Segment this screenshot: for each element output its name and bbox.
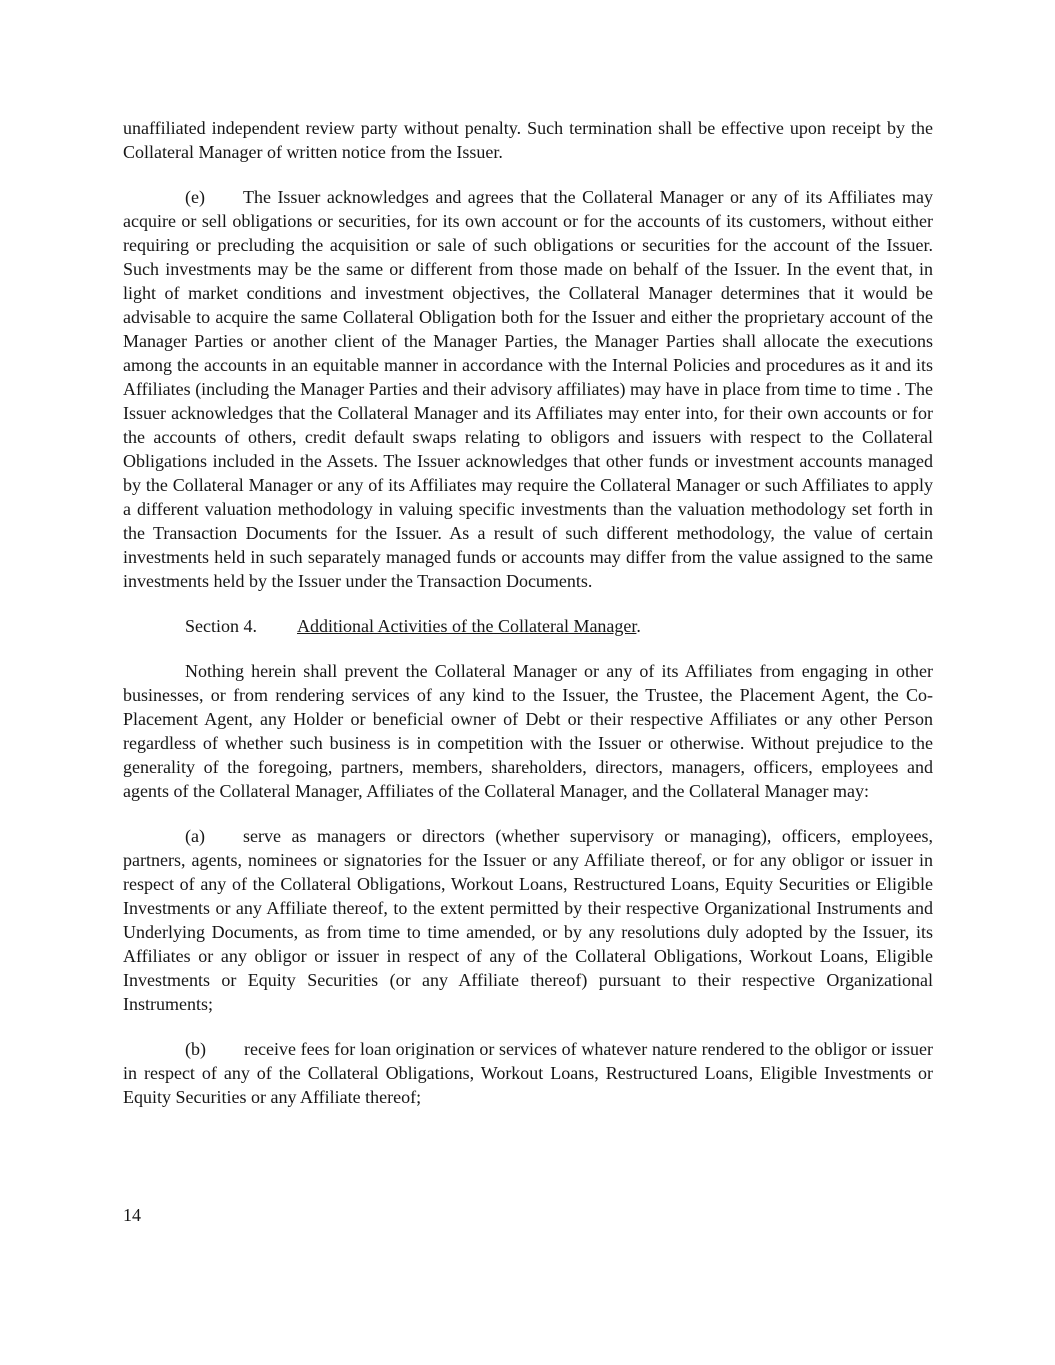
section-heading-label: Section 4. — [185, 616, 257, 636]
section-heading-suffix: . — [636, 616, 641, 636]
paragraph-a-label: (a) — [185, 826, 205, 846]
paragraph-b-text: receive fees for loan origination or services of whatever nature rendered to the obligor or issuer in respect of any of the Collateral Obligations, Workout Loans, Restructured Loans, Eligible Investments or Equity Securities or any Affiliate thereof; — [123, 1039, 933, 1107]
page-number: 14 — [123, 1205, 141, 1225]
section-heading — [123, 614, 933, 638]
section-heading-title: Additional Activities of the Collateral Manager — [297, 616, 637, 636]
paragraph-e-text: The Issuer acknowledges and agrees that the Collateral Manager or any of its Affiliates may acquire or sell obligations or securities, for its own account or for the accounts of its customers, without either requiring or precluding the acquisition or sale of such obligations or securities for the account of the Issuer. Such investments may be the same or different from those made on behalf of the Issuer. In the event that, in light of market conditions and investment objectives, the Collateral Manager determines that it would be advisable to acquire the same Collateral Obligation both for the Issuer and either the proprietary account of the Manager Parties or another client of the Manager Parties, the Manager Parties shall allocate the executions among the accounts in an equitable manner in accordance with the Internal Policies and procedures as it and its Affiliates (including the Manager Parties and their advisory affiliates) may have in place from time to time . The Issuer acknowledges that the Collateral Manager and its Affiliates may enter into, for their own accounts or for the accounts of others, credit default swaps relating to obligors and issuers with respect to the Collateral Obligations included in the Assets. The Issuer acknowledges that other funds or investment accounts managed by the Collateral Manager or any of its Affiliates may require the Collateral Manager or such Affiliates to apply a different valuation methodology in valuing specific investments than the valuation methodology set forth in the Transaction Documents for the Issuer. As a result of such different methodology, the value of certain investments held in such separately managed funds or accounts may differ from the value assigned to the same investments held by the Issuer under the Transaction Documents. — [123, 187, 933, 591]
paragraph-nothing-herein: Nothing herein shall prevent the Collateral Manager or any of its Affiliates from engaging in other businesses, or from rendering services of any kind to the Issuer, the Trustee, the Placement Agent, the Co-Placement Agent, any Holder or beneficial owner of Debt or their respective Affiliates or any other Person regardless of whether such business is in competition with the Issuer or otherwise. Without prejudice to the generality of the foregoing, partners, members, shareholders, directors, managers, officers, employees and agents of the Collateral Manager, Affiliates of the Collateral Manager, and the Collateral Manager may: — [123, 661, 933, 801]
paragraph-a — [123, 824, 933, 1016]
paragraph-e-label: (e) — [185, 187, 205, 207]
intro-paragraph: unaffiliated independent review party without penalty. Such termination shall be effective upon receipt by the Collateral Manager of written notice from the Issuer. — [123, 118, 933, 162]
paragraph-b-label: (b) — [185, 1039, 206, 1059]
paragraph-b — [123, 1037, 933, 1109]
paragraph-a-text: serve as managers or directors (whether supervisory or managing), officers, employees, partners, agents, nominees or signatories for the Issuer or any Affiliate thereof, or for any obligor or issuer in respect of any of the Collateral Obligations, Workout Loans, Restructured Loans, Equity Securities or Eligible Investments or any Affiliate thereof, to the extent permitted by their respective Organizational Instruments and Underlying Documents, as from time to time amended, or by any resolutions duly adopted by the Issuer, its Affiliates or any obligor or issuer in respect of any of the Collateral Obligations, Workout Loans, Eligible Investments or Equity Securities (or any Affiliate thereof) pursuant to their respective Organizational Instruments; — [123, 826, 933, 1014]
paragraph-e — [123, 185, 933, 593]
